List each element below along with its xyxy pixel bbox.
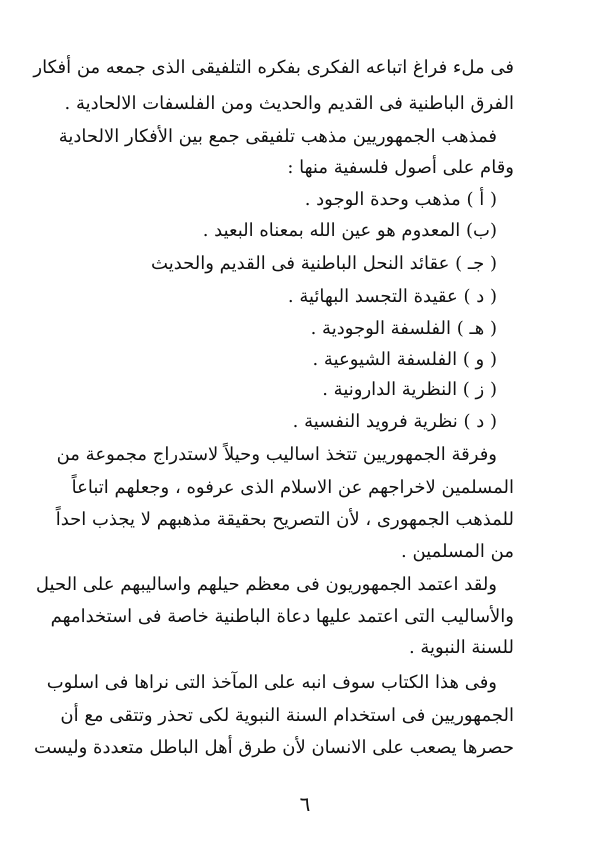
text-line: وفرقة الجمهوريين تتخذ اساليب وحيلاً لاستدراج مجموعة من [56, 444, 497, 465]
text-line: وقام على أصول فلسفية منها : [287, 157, 514, 178]
text-line: فى ملء فراغ اتباعه الفكرى بفكره التلفيقى الذى جمعه من أفكار [33, 57, 514, 78]
text-line: من المسلمين . [401, 541, 514, 562]
text-line: وفى هذا الكتاب سوف انبه على المآخذ التى نراها فى اسلوب [46, 672, 497, 693]
text-line: الجمهوريين فى استخدام السنة النبوية لكى تحذر وتتقى مع أن [60, 705, 514, 726]
list-item: ( د ) عقيدة التجسد البهائية . [287, 286, 497, 307]
text-line: الفرق الباطنية فى القديم والحديث ومن الفلسفات الالحادية . [64, 93, 514, 114]
page-number: ٦ [299, 792, 311, 816]
text-line: والأساليب التى اعتمد عليها دعاة الباطنية خاصة فى استخدامهم [50, 606, 514, 627]
list-item: (ب) المعدوم هو عين الله بمعناه البعيد . [202, 220, 497, 241]
list-item: ( و ) الفلسفة الشيوعية . [312, 349, 497, 370]
text-line: للمذهب الجمهورى ، لأن التصريح بحقيقة مذهبهم لا يجذب احداً [55, 509, 514, 530]
list-item: ( جـ ) عقائد النحل الباطنية فى القديم والحديث [151, 253, 497, 274]
text-line: فمذهب الجمهوريين مذهب تلفيقى جمع بين الأفكار الالحادية [58, 126, 497, 147]
list-item: ( هـ ) الفلسفة الوجودية . [310, 318, 497, 339]
text-line: المسلمين لاخراجهم عن الاسلام الذى عرفوه ، وجعلهم اتباعاً [71, 477, 514, 498]
text-line: حصرها يصعب على الانسان لأن طرق أهل الباطل متعددة وليست [33, 737, 514, 758]
list-item: ( أ ) مذهب وحدة الوجود . [304, 189, 497, 210]
list-item: ( د ) نظرية فرويد النفسية . [292, 411, 497, 432]
list-item: ( ز ) النظرية الدارونية . [322, 379, 497, 400]
text-line: ولقد اعتمد الجمهوريون فى معظم حيلهم واساليبهم على الحيل [35, 574, 497, 595]
text-line: للسنة النبوية . [408, 637, 514, 658]
